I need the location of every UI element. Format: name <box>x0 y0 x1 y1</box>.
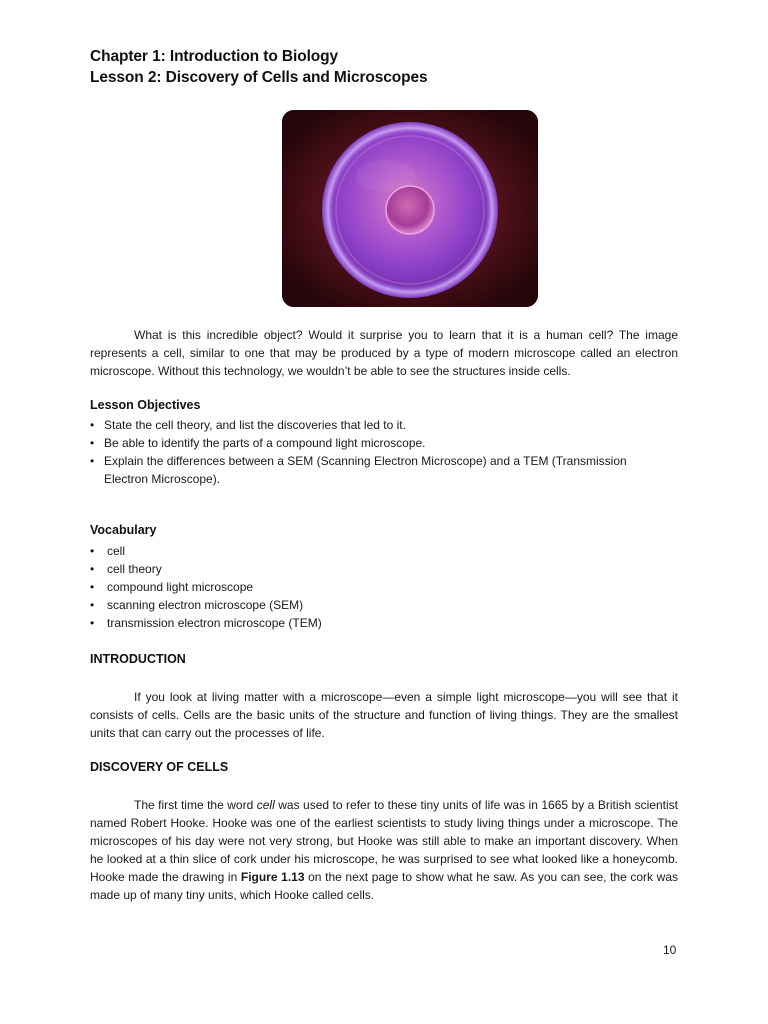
discovery-heading: DISCOVERY OF CELLS <box>90 760 229 774</box>
figure-reference: Figure 1.13 <box>240 870 305 884</box>
discovery-paragraph: The first time the word cell was used to refer to these tiny units of life was in 1665 by a British scientist named Robert Hooke. Hooke was one of the earliest scientists to study living things under a microscope. The microscopes of his day were not very strong, but Hooke was still able to make an important discovery. When he looked at a thin slice of cork under his microscope, he was surprised to see what looked like a honeycomb. Hooke made the drawing in Figure 1.13 on the next page to show what he saw. As you can see, the cork was made up of many tiny units, which Hooke called cells. <box>90 798 679 902</box>
introduction-heading: INTRODUCTION <box>90 652 186 666</box>
intro-paragraph <box>90 326 678 380</box>
page-number: 10 <box>663 943 677 957</box>
list-item: • cell <box>90 544 126 558</box>
introduction-paragraph <box>90 688 678 742</box>
list-item: • scanning electron microscope (SEM) <box>90 598 304 612</box>
intro-paragraph-text: What is this incredible object? Would it surprise you to learn that it is a human cell? The image represents a cell, similar to one that may be produced by a type of modern microscope called an electron microscope. Without this technology, we wouldn’t be able to see the structures inside cells. <box>90 328 678 378</box>
list-item: • cell theory <box>90 562 162 576</box>
introduction-paragraph-text: If you look at living matter with a microscope—even a simple light microscope—you will see that it consists of cells. Cells are the basic units of the structure and function of living things. They are the smallest units that can carry out the processes of life. <box>90 690 678 740</box>
objectives-heading: Lesson Objectives <box>90 398 201 412</box>
list-item: • compound light microscope <box>90 580 254 594</box>
cell-illustration <box>282 110 538 307</box>
cell-italic-word: cell <box>256 798 275 812</box>
list-item: • Explain the differences between a SEM (Scanning Electron Microscope) and a TEM (Transmission Electron Microscope). <box>90 454 627 486</box>
human-cell-image <box>282 110 538 307</box>
chapter-title: Chapter 1: Introduction to Biology <box>90 48 339 65</box>
list-item: • transmission electron microscope (TEM) <box>90 616 322 630</box>
objectives-list <box>90 416 664 488</box>
lesson-title: Lesson 2: Discovery of Cells and Microscopes <box>90 69 428 86</box>
vocabulary-heading: Vocabulary <box>90 523 157 537</box>
list-item: • Be able to identify the parts of a compound light microscope. <box>90 436 426 450</box>
list-item: • State the cell theory, and list the discoveries that led to it. <box>90 418 406 432</box>
vocabulary-list <box>90 542 322 632</box>
nucleus-shape <box>386 186 434 234</box>
